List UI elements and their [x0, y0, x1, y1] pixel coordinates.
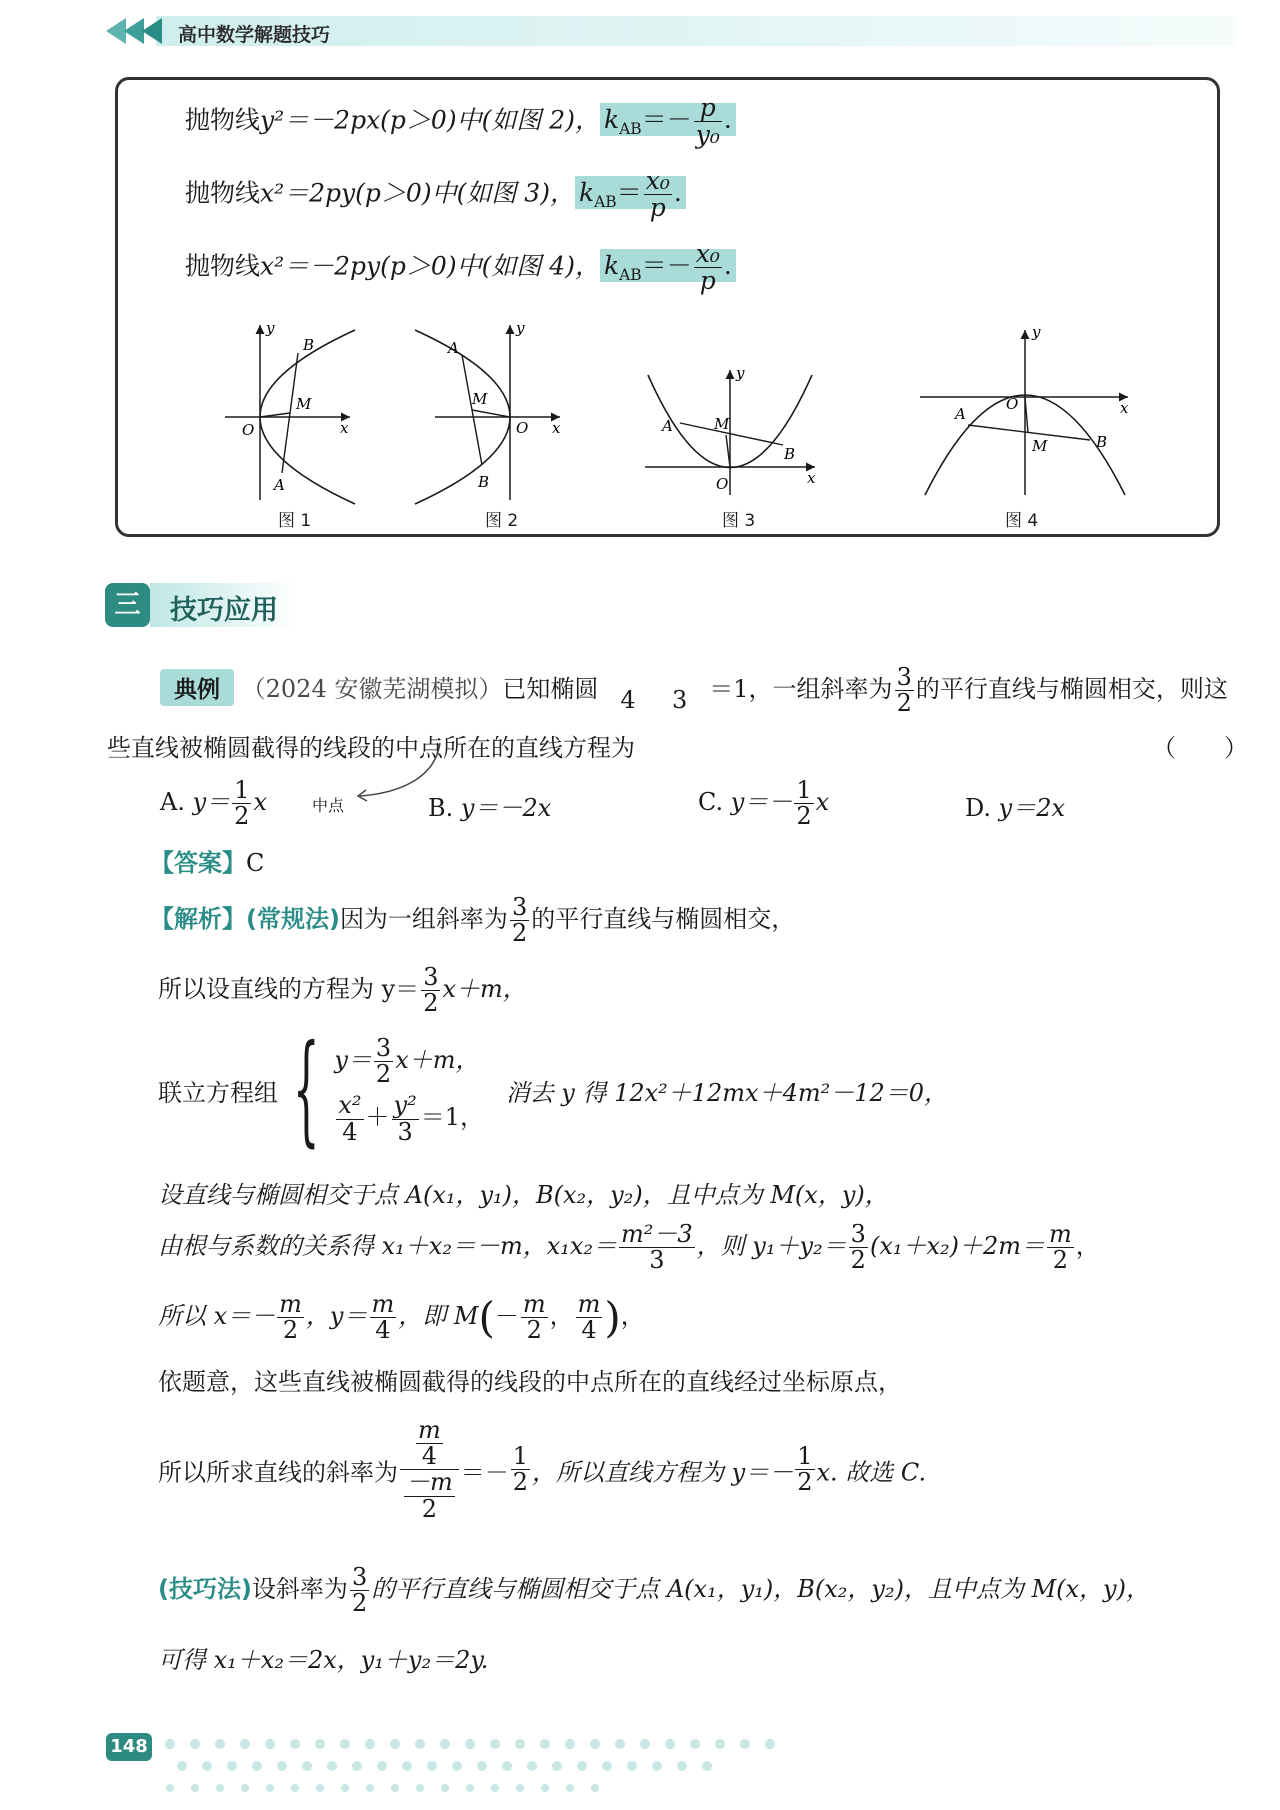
- option-b: B. y＝－2x: [428, 794, 552, 822]
- fig1-label-y: y: [266, 319, 275, 337]
- fig4-label-O: O: [1006, 395, 1019, 413]
- fig2-label-M: M: [472, 390, 488, 408]
- solution-line-1: 【解析】(常规法)因为一组斜率为 $\frac{3}{2}$ 的平行直线与椭圆相交，: [150, 893, 796, 948]
- header-arrows-icon: [96, 14, 166, 48]
- fig4-label-M: M: [1032, 437, 1048, 455]
- solution-line-5: 由根与系数的关系得 x₁＋x₂＝－m，x₁x₂＝ $\frac{\text{m²－3}}{3}$ ，则 y₁＋y₂＝ $\frac{3}{2}$ (x₁＋x₂)＋2m＝ $\frac{m}{2}$ ，: [158, 1220, 1100, 1275]
- figure-4: [920, 323, 1129, 495]
- solution-line-10: 可得 x₁＋x₂＝2x，y₁＋y₂＝2y.: [158, 1646, 489, 1674]
- solution-line-9: (技巧法)设斜率为 $\frac{3}{2}$ 的平行直线与椭圆相交于点 A(x₁，y₁)，B(x₂，y₂)，且中点为 M(x，y)，: [158, 1563, 1150, 1618]
- fig1-label-x: x: [340, 419, 349, 437]
- summary-line-3: 抛物线x²＝－2py(p＞0)中(如图 4)， $k_{AB}=-$ $\frac{\text{x₀}}{p}$ .: [185, 241, 736, 295]
- parabola-figures: [210, 315, 1170, 520]
- solution-line-7: 依题意，这些直线被椭圆截得的线段的中点所在的直线经过坐标原点，: [158, 1368, 902, 1396]
- fig2-label-A: A: [448, 339, 459, 357]
- fig1-label-O: O: [242, 421, 255, 439]
- figure-1-caption: 图 1: [278, 511, 312, 531]
- section-title: 技巧应用: [170, 595, 278, 626]
- answer-paren: （ ）: [1152, 734, 1248, 762]
- option-d: D. y＝2x: [965, 794, 1066, 822]
- fig4-label-A: A: [955, 405, 966, 423]
- example-badge: 典例: [160, 669, 234, 706]
- fig1-label-M: M: [296, 395, 312, 413]
- summary-line-1: 抛物线y²＝－2px(p＞0)中(如图 2)， $k_{AB}=-$ $\frac{p}{\text{y₀}}$ .: [185, 95, 736, 149]
- figure-2-caption: 图 2: [485, 511, 519, 531]
- example-line-1: 典例 （2024 安徽芜湖模拟）已知椭圆 4 3 ＝1，一组斜率为 $\frac{3}{2}$ 的平行直线与椭圆相交，则这: [160, 665, 1228, 716]
- fig3-label-O: O: [716, 475, 729, 493]
- fig1-label-B: B: [303, 336, 315, 354]
- note-text: 中点: [312, 796, 345, 815]
- fig4-label-y: y: [1032, 323, 1041, 341]
- figure-2: [415, 319, 561, 504]
- example-line-2: 些直线被椭圆截得的线段的中点所在的直线方程为: [107, 734, 635, 762]
- option-a: A. y＝ $\frac{1}{2}$ x: [160, 776, 267, 831]
- figure-1: [225, 319, 355, 504]
- fig3-chord: [680, 423, 783, 445]
- fig3-label-A: A: [662, 417, 673, 435]
- page-number: 148: [106, 1733, 152, 1761]
- summary-line-2: 抛物线x²＝2py(p＞0)中(如图 3)， $k_{AB}=$ $\frac{\text{x₀}}{p}$ .: [185, 168, 686, 222]
- fig2-label-y: y: [516, 319, 525, 337]
- fig4-label-B: B: [1096, 433, 1108, 451]
- footer-dots: [160, 1738, 800, 1798]
- solution-line-6: 所以 x＝－ $\frac{m}{2}$ ，y＝ $\frac{m}{4}$ ，即 M(－ $\frac{m}{2}$ ， $\frac{m}{4}$ )，: [158, 1290, 645, 1345]
- solution-line-8: 所以所求直线的斜率为 $\frac{\frac{m}{4}}{\frac{-m}{2}}$ ＝－ $\frac{1}{2}$ ，所以直线方程为 y＝－ $\frac{1}{2}$ x. 故选 C.: [158, 1416, 927, 1523]
- figure-4-caption: 图 4: [1005, 511, 1039, 531]
- fig2-om: [472, 410, 510, 417]
- fig3-label-B: B: [784, 445, 796, 463]
- figure-3-caption: 图 3: [722, 511, 756, 531]
- option-c: C. y＝－ $\frac{1}{2}$ x: [698, 776, 830, 831]
- fig3-label-x: x: [807, 469, 816, 487]
- solution-line-4: 设直线与椭圆相交于点 A(x₁，y₁)，B(x₂，y₂)，且中点为 M(x，y)，: [158, 1181, 889, 1209]
- fig2-label-O: O: [516, 419, 529, 437]
- solution-system: 联立方程组 { y＝ $\frac{3}{2}$ x＋m， $\frac{\text{x²}}{4}$ ＋ $\frac{\text{y²}}{3}$ ＝1， 消去 y 得 12x²＋12mx＋4m²－12＝0，: [158, 1020, 949, 1160]
- fig1-label-A: A: [274, 476, 285, 494]
- fig2-label-x: x: [552, 419, 561, 437]
- answer-line: 【答案】C: [150, 849, 265, 877]
- solution-line-2: 所以设直线的方程为 y＝ $\frac{3}{2}$ x＋m，: [158, 963, 527, 1018]
- fig3-label-M: M: [714, 415, 730, 433]
- fig4-label-x: x: [1120, 399, 1129, 417]
- header-title: 高中数学解题技巧: [178, 24, 331, 46]
- fig2-label-B: B: [478, 473, 490, 491]
- page-header: [96, 8, 1246, 52]
- fig3-label-y: y: [736, 364, 745, 382]
- figure-3: [645, 364, 816, 495]
- fig4-chord: [968, 425, 1090, 440]
- section-number: 三: [105, 583, 150, 627]
